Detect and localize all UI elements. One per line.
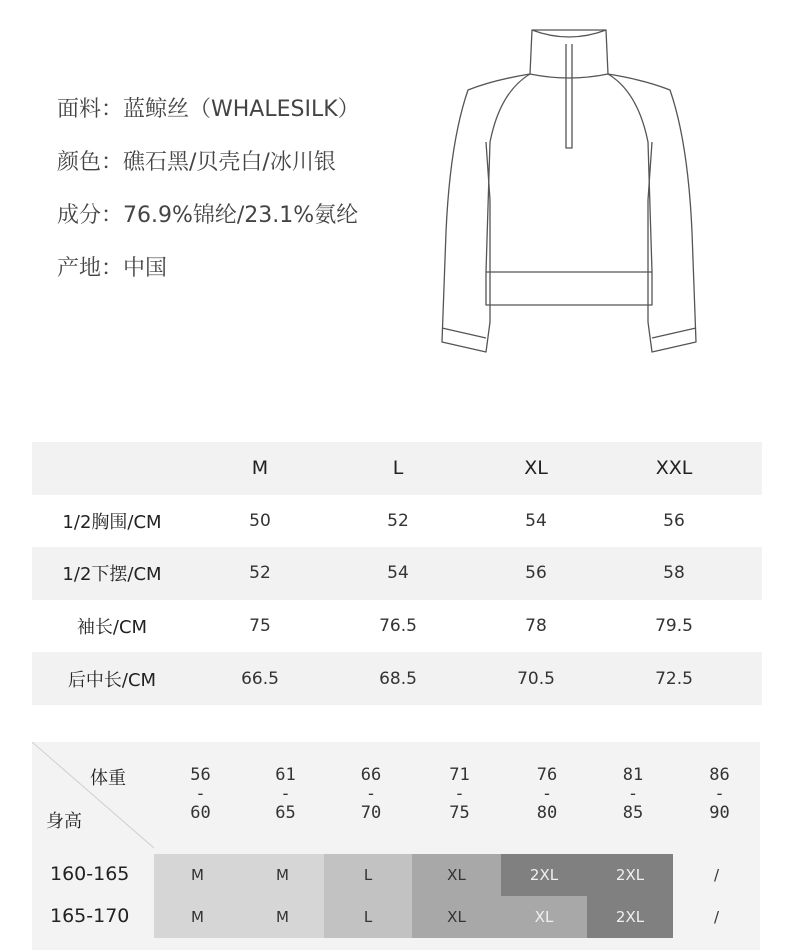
table-cell: 78 — [525, 616, 547, 637]
recommended-size-cell: L — [324, 854, 412, 896]
table-row — [32, 495, 762, 548]
recommended-size-cell: 2XL — [501, 854, 587, 896]
table-cell: 50 — [249, 510, 271, 531]
table-cell: 70.5 — [517, 668, 555, 689]
row-label: 1/2下摆/CM — [62, 564, 162, 586]
size-table-header — [32, 442, 762, 495]
weight-range-from: 66 — [360, 765, 382, 785]
weight-range-dash: - — [627, 784, 639, 804]
weight-range-dash: - — [195, 784, 206, 804]
table-cell: 58 — [663, 563, 685, 584]
weight-range-to: 60 — [190, 803, 211, 823]
table-cell: 52 — [387, 510, 409, 531]
weight-range-dash: - — [541, 784, 553, 804]
table-row — [32, 547, 762, 600]
weight-range — [256, 766, 316, 823]
recommended-size-cell: L — [324, 896, 412, 938]
weight-range-from: 71 — [449, 765, 470, 785]
weight-label: 体重 — [90, 768, 126, 789]
recommended-size-cell: / — [673, 896, 760, 938]
product-spec-list — [57, 93, 360, 305]
jacket-illustration — [438, 22, 698, 357]
weight-range — [430, 766, 490, 823]
weight-range-from: 76 — [536, 765, 558, 785]
header-size-m: M — [251, 457, 269, 480]
height-label: 身高 — [46, 811, 82, 832]
recommended-size-cell: 2XL — [587, 896, 673, 938]
table-cell: 76.5 — [379, 616, 417, 637]
table-row — [32, 600, 762, 653]
height-range: 165-170 — [50, 905, 130, 927]
weight-range-from: 86 — [709, 765, 730, 785]
table-cell: 66.5 — [241, 668, 279, 689]
table-cell: 54 — [525, 510, 547, 531]
recommended-size-cell: XL — [412, 896, 501, 938]
weight-range — [341, 766, 401, 823]
weight-range-to: 75 — [449, 803, 470, 823]
recommended-size-cell: M — [154, 896, 241, 938]
weight-range — [603, 766, 663, 823]
weight-range — [171, 766, 231, 823]
size-chart-table — [32, 442, 762, 705]
table-cell: 54 — [387, 563, 409, 584]
size-recommendation-grid — [32, 742, 760, 950]
height-range: 160-165 — [50, 863, 130, 885]
recommended-size-cell: 2XL — [587, 854, 673, 896]
table-cell: 56 — [525, 563, 547, 584]
spec-origin: 产地：中国 — [57, 256, 168, 281]
weight-range-from: 56 — [190, 765, 211, 785]
table-cell: 68.5 — [379, 668, 417, 689]
table-cell: 75 — [249, 616, 271, 637]
weight-range-from: 81 — [622, 765, 644, 785]
recommended-size-cell: XL — [501, 896, 587, 938]
weight-range — [690, 766, 750, 823]
weight-range-dash: - — [280, 784, 291, 804]
weight-range-dash: - — [454, 784, 465, 804]
spec-composition: 成分：76.9%锦纶/23.1%氨纶 — [57, 203, 359, 228]
table-cell: 52 — [249, 563, 271, 584]
recommended-size-cell: M — [154, 854, 241, 896]
weight-range-to: 80 — [536, 803, 558, 823]
header-size-xxl: XXL — [655, 457, 693, 480]
weight-range — [517, 766, 577, 823]
table-cell: 72.5 — [655, 668, 693, 689]
weight-range-from: 61 — [275, 765, 296, 785]
weight-range-to: 85 — [622, 803, 644, 823]
header-size-l: L — [392, 457, 404, 480]
recommended-size-cell: XL — [412, 854, 501, 896]
recommended-size-cell: M — [241, 896, 324, 938]
row-label: 后中长/CM — [67, 669, 157, 691]
spec-color: 颜色：礁石黑/贝壳白/冰川银 — [57, 150, 336, 175]
spec-fabric: 面料：蓝鲸丝（WHALESILK） — [57, 97, 360, 122]
table-cell: 56 — [663, 510, 685, 531]
row-label: 1/2胸围/CM — [62, 511, 162, 533]
recommended-size-cell: M — [241, 854, 324, 896]
weight-range-dash: - — [365, 784, 377, 804]
recommended-size-cell: / — [673, 854, 760, 896]
weight-range-to: 70 — [360, 803, 382, 823]
weight-range-to: 90 — [709, 803, 730, 823]
weight-range-to: 65 — [275, 803, 296, 823]
header-size-xl: XL — [524, 457, 548, 480]
row-label: 袖长/CM — [76, 617, 148, 639]
table-cell: 79.5 — [655, 616, 693, 637]
table-row — [32, 652, 762, 705]
weight-range-dash: - — [714, 784, 725, 804]
